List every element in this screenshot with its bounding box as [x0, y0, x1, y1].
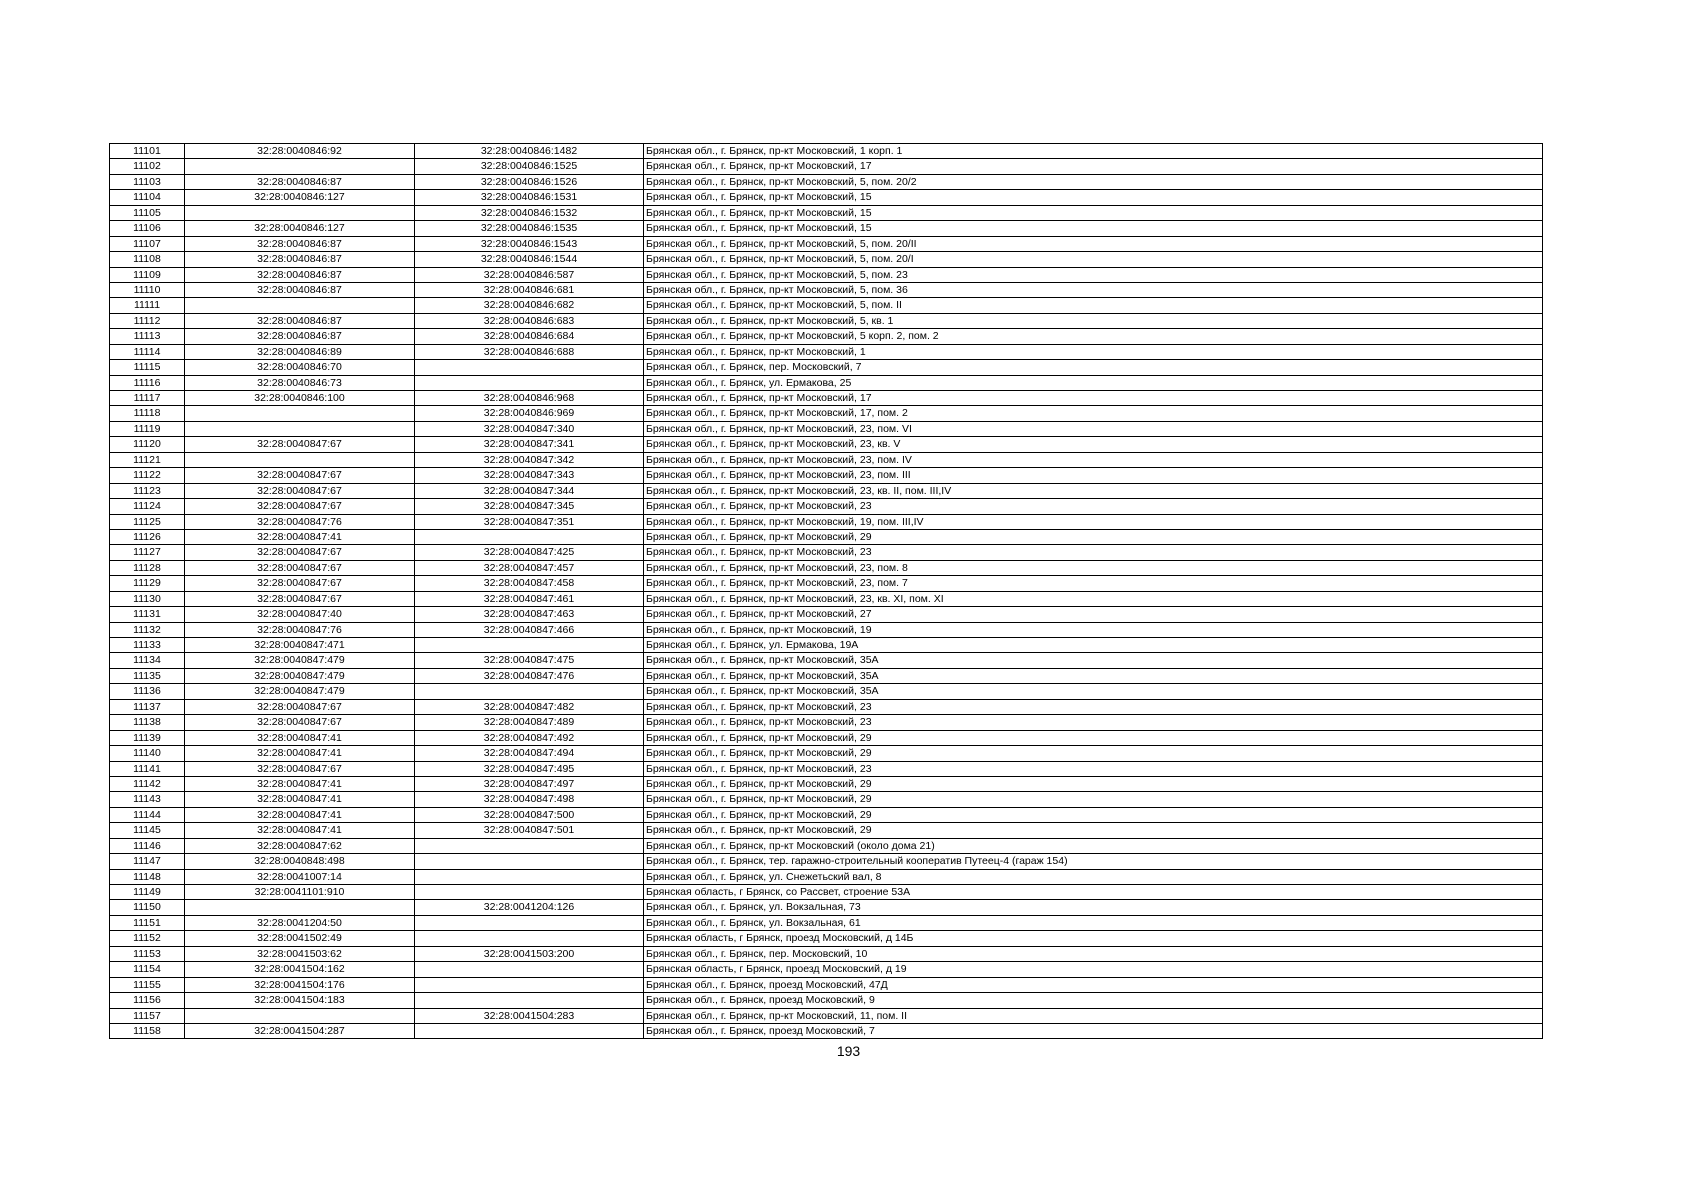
address-cell: Брянская обл., г. Брянск, проезд Московский, 9: [644, 993, 1543, 1008]
land-plot-cadastral-cell: [185, 406, 415, 421]
row-number-cell: 11142: [110, 776, 185, 791]
land-plot-cadastral-cell: 32:28:0040846:73: [185, 375, 415, 390]
land-plot-cadastral-cell: 32:28:0040848:498: [185, 854, 415, 869]
object-cadastral-cell: 32:28:0040847:466: [415, 622, 644, 637]
address-cell: Брянская обл., г. Брянск, пр-кт Московский, 23, кв. II, пом. III,IV: [644, 483, 1543, 498]
object-cadastral-cell: [415, 838, 644, 853]
row-number-cell: 11150: [110, 900, 185, 915]
table-row: [110, 468, 1543, 483]
row-number-cell: 11118: [110, 406, 185, 421]
row-number-cell: 11136: [110, 684, 185, 699]
row-number-cell: 11148: [110, 869, 185, 884]
address-cell: Брянская обл., г. Брянск, пр-кт Московский, 17: [644, 159, 1543, 174]
address-cell: Брянская обл., г. Брянск, пр-кт Московский, 15: [644, 190, 1543, 205]
address-cell: Брянская обл., г. Брянск, пр-кт Московский, 17: [644, 391, 1543, 406]
land-plot-cadastral-cell: 32:28:0041504:176: [185, 977, 415, 992]
land-plot-cadastral-cell: 32:28:0040846:89: [185, 344, 415, 359]
row-number-cell: 11156: [110, 993, 185, 1008]
table-row: [110, 406, 1543, 421]
object-cadastral-cell: [415, 869, 644, 884]
row-number-cell: 11141: [110, 761, 185, 776]
row-number-cell: 11135: [110, 668, 185, 683]
row-number-cell: 11102: [110, 159, 185, 174]
table-row: [110, 915, 1543, 930]
row-number-cell: 11112: [110, 313, 185, 328]
object-cadastral-cell: [415, 962, 644, 977]
address-cell: Брянская обл., г. Брянск, пр-кт Московский, 15: [644, 221, 1543, 236]
object-cadastral-cell: 32:28:0040847:341: [415, 437, 644, 452]
table-row: [110, 993, 1543, 1008]
address-cell: Брянская обл., г. Брянск, пр-кт Московский, 19: [644, 622, 1543, 637]
row-number-cell: 11107: [110, 236, 185, 251]
land-plot-cadastral-cell: 32:28:0040847:76: [185, 514, 415, 529]
row-number-cell: 11109: [110, 267, 185, 282]
land-plot-cadastral-cell: 32:28:0041007:14: [185, 869, 415, 884]
object-cadastral-cell: 32:28:0040846:1532: [415, 205, 644, 220]
object-cadastral-cell: [415, 375, 644, 390]
land-plot-cadastral-cell: 32:28:0040846:87: [185, 313, 415, 328]
table-row: [110, 375, 1543, 390]
table-row: [110, 900, 1543, 915]
land-plot-cadastral-cell: 32:28:0040847:67: [185, 560, 415, 575]
address-cell: Брянская обл., г. Брянск, пр-кт Московский, 5 корп. 2, пом. 2: [644, 329, 1543, 344]
address-cell: Брянская обл., г. Брянск, тер. гаражно-строительный кооператив Путеец-4 (гараж 154): [644, 854, 1543, 869]
table-row: [110, 144, 1543, 159]
object-cadastral-cell: 32:28:0040846:688: [415, 344, 644, 359]
object-cadastral-cell: [415, 529, 644, 544]
address-cell: Брянская обл., г. Брянск, пр-кт Московский, 23, пом. 7: [644, 576, 1543, 591]
land-plot-cadastral-cell: 32:28:0040846:87: [185, 267, 415, 282]
object-cadastral-cell: 32:28:0040846:683: [415, 313, 644, 328]
table-row: [110, 838, 1543, 853]
object-cadastral-cell: 32:28:0040847:495: [415, 761, 644, 776]
land-plot-cadastral-cell: 32:28:0041502:49: [185, 931, 415, 946]
address-cell: Брянская обл., г. Брянск, пр-кт Московский, 29: [644, 529, 1543, 544]
address-cell: Брянская обл., г. Брянск, пер. Московский, 7: [644, 360, 1543, 375]
table-row: [110, 823, 1543, 838]
table-row: [110, 236, 1543, 251]
object-cadastral-cell: 32:28:0041503:200: [415, 946, 644, 961]
table-row: [110, 514, 1543, 529]
table-row: [110, 437, 1543, 452]
row-number-cell: 11128: [110, 560, 185, 575]
address-cell: Брянская обл., г. Брянск, ул. Вокзальная, 61: [644, 915, 1543, 930]
address-cell: Брянская обл., г. Брянск, пр-кт Московский, 23, пом. IV: [644, 452, 1543, 467]
table-row: [110, 591, 1543, 606]
address-cell: Брянская обл., г. Брянск, пер. Московский, 10: [644, 946, 1543, 961]
row-number-cell: 11105: [110, 205, 185, 220]
object-cadastral-cell: 32:28:0040847:342: [415, 452, 644, 467]
table-row: [110, 653, 1543, 668]
land-plot-cadastral-cell: 32:28:0040847:41: [185, 776, 415, 791]
land-plot-cadastral-cell: 32:28:0040847:67: [185, 468, 415, 483]
address-cell: Брянская обл., г. Брянск, ул. Вокзальная, 73: [644, 900, 1543, 915]
table-row: [110, 730, 1543, 745]
land-plot-cadastral-cell: [185, 452, 415, 467]
land-plot-cadastral-cell: 32:28:0040847:67: [185, 591, 415, 606]
land-plot-cadastral-cell: 32:28:0040846:87: [185, 174, 415, 189]
land-plot-cadastral-cell: 32:28:0041504:162: [185, 962, 415, 977]
table-row: [110, 1023, 1543, 1038]
row-number-cell: 11113: [110, 329, 185, 344]
table-row: [110, 545, 1543, 560]
land-plot-cadastral-cell: 32:28:0040847:41: [185, 529, 415, 544]
address-cell: Брянская обл., г. Брянск, пр-кт Московский, 17, пом. 2: [644, 406, 1543, 421]
row-number-cell: 11134: [110, 653, 185, 668]
land-plot-cadastral-cell: [185, 159, 415, 174]
row-number-cell: 11121: [110, 452, 185, 467]
address-cell: Брянская обл., г. Брянск, пр-кт Московский, 23: [644, 699, 1543, 714]
address-cell: Брянская обл., г. Брянск, пр-кт Московский, 1: [644, 344, 1543, 359]
object-cadastral-cell: 32:28:0040846:1525: [415, 159, 644, 174]
address-cell: Брянская обл., г. Брянск, пр-кт Московский, 23, кв. V: [644, 437, 1543, 452]
row-number-cell: 11143: [110, 792, 185, 807]
table-row: [110, 792, 1543, 807]
row-number-cell: 11122: [110, 468, 185, 483]
land-plot-cadastral-cell: 32:28:0040847:76: [185, 622, 415, 637]
object-cadastral-cell: 32:28:0040846:1544: [415, 252, 644, 267]
object-cadastral-cell: 32:28:0040847:494: [415, 746, 644, 761]
land-plot-cadastral-cell: 32:28:0040847:67: [185, 699, 415, 714]
land-plot-cadastral-cell: 32:28:0040846:127: [185, 190, 415, 205]
row-number-cell: 11138: [110, 715, 185, 730]
row-number-cell: 11140: [110, 746, 185, 761]
land-plot-cadastral-cell: 32:28:0040847:471: [185, 638, 415, 653]
address-cell: Брянская обл., г. Брянск, пр-кт Московский, 5, пом. 23: [644, 267, 1543, 282]
table-row: [110, 298, 1543, 313]
object-cadastral-cell: 32:28:0040847:500: [415, 807, 644, 822]
object-cadastral-cell: 32:28:0040847:463: [415, 607, 644, 622]
table-row: [110, 452, 1543, 467]
address-cell: Брянская обл., г. Брянск, пр-кт Московский, 5, кв. 1: [644, 313, 1543, 328]
object-cadastral-cell: 32:28:0040847:475: [415, 653, 644, 668]
object-cadastral-cell: 32:28:0040846:1535: [415, 221, 644, 236]
row-number-cell: 11132: [110, 622, 185, 637]
object-cadastral-cell: 32:28:0040847:458: [415, 576, 644, 591]
row-number-cell: 11139: [110, 730, 185, 745]
land-plot-cadastral-cell: 32:28:0040847:67: [185, 576, 415, 591]
address-cell: Брянская обл., г. Брянск, пр-кт Московский, 23, пом. 8: [644, 560, 1543, 575]
address-cell: Брянская обл., г. Брянск, пр-кт Московский, 5, пом. 36: [644, 282, 1543, 297]
land-plot-cadastral-cell: 32:28:0040847:41: [185, 792, 415, 807]
row-number-cell: 11145: [110, 823, 185, 838]
land-plot-cadastral-cell: [185, 205, 415, 220]
address-cell: Брянская обл., г. Брянск, пр-кт Московский, 19, пом. III,IV: [644, 514, 1543, 529]
table-row: [110, 499, 1543, 514]
row-number-cell: 11114: [110, 344, 185, 359]
address-cell: Брянская обл., г. Брянск, пр-кт Московский, 29: [644, 730, 1543, 745]
object-cadastral-cell: [415, 993, 644, 1008]
address-cell: Брянская обл., г. Брянск, пр-кт Московский, 23, пом. VI: [644, 421, 1543, 436]
object-cadastral-cell: 32:28:0040846:968: [415, 391, 644, 406]
land-plot-cadastral-cell: 32:28:0040847:41: [185, 730, 415, 745]
object-cadastral-cell: 32:28:0040846:587: [415, 267, 644, 282]
row-number-cell: 11115: [110, 360, 185, 375]
land-plot-cadastral-cell: 32:28:0040846:87: [185, 252, 415, 267]
row-number-cell: 11149: [110, 885, 185, 900]
object-cadastral-cell: 32:28:0040846:1526: [415, 174, 644, 189]
row-number-cell: 11126: [110, 529, 185, 544]
row-number-cell: 11137: [110, 699, 185, 714]
table-row: [110, 190, 1543, 205]
address-cell: Брянская обл., г. Брянск, пр-кт Московский, 23: [644, 545, 1543, 560]
object-cadastral-cell: 32:28:0040846:1543: [415, 236, 644, 251]
object-cadastral-cell: [415, 360, 644, 375]
address-cell: Брянская обл., г. Брянск, пр-кт Московский, 5, пом. 20/II: [644, 236, 1543, 251]
object-cadastral-cell: 32:28:0040846:1482: [415, 144, 644, 159]
object-cadastral-cell: 32:28:0040847:501: [415, 823, 644, 838]
row-number-cell: 11130: [110, 591, 185, 606]
table-row: [110, 1008, 1543, 1023]
object-cadastral-cell: 32:28:0040846:1531: [415, 190, 644, 205]
land-plot-cadastral-cell: [185, 421, 415, 436]
address-cell: Брянская обл., г. Брянск, пр-кт Московский, 15: [644, 205, 1543, 220]
object-cadastral-cell: [415, 1023, 644, 1038]
object-cadastral-cell: 32:28:0041204:126: [415, 900, 644, 915]
table-row: [110, 807, 1543, 822]
table-row: [110, 560, 1543, 575]
row-number-cell: 11152: [110, 931, 185, 946]
address-cell: Брянская обл., г. Брянск, пр-кт Московский, 27: [644, 607, 1543, 622]
object-cadastral-cell: 32:28:0041504:283: [415, 1008, 644, 1023]
table-row: [110, 761, 1543, 776]
object-cadastral-cell: 32:28:0040847:345: [415, 499, 644, 514]
table-row: [110, 869, 1543, 884]
object-cadastral-cell: 32:28:0040847:340: [415, 421, 644, 436]
table-row: [110, 776, 1543, 791]
object-cadastral-cell: 32:28:0040847:498: [415, 792, 644, 807]
table-row: [110, 344, 1543, 359]
object-cadastral-cell: [415, 885, 644, 900]
object-cadastral-cell: 32:28:0040847:343: [415, 468, 644, 483]
row-number-cell: 11103: [110, 174, 185, 189]
object-cadastral-cell: [415, 915, 644, 930]
table-row: [110, 159, 1543, 174]
land-plot-cadastral-cell: 32:28:0040847:67: [185, 437, 415, 452]
address-cell: Брянская обл., г. Брянск, пр-кт Московский, 23: [644, 761, 1543, 776]
row-number-cell: 11117: [110, 391, 185, 406]
address-cell: Брянская обл., г. Брянск, пр-кт Московский, 5, пом. 20/2: [644, 174, 1543, 189]
land-plot-cadastral-cell: 32:28:0040846:70: [185, 360, 415, 375]
row-number-cell: 11106: [110, 221, 185, 236]
records-table-body: [110, 144, 1543, 1039]
address-cell: Брянская обл., г. Брянск, пр-кт Московский, 23, пом. III: [644, 468, 1543, 483]
row-number-cell: 11125: [110, 514, 185, 529]
table-row: [110, 205, 1543, 220]
table-row: [110, 529, 1543, 544]
land-plot-cadastral-cell: 32:28:0040846:127: [185, 221, 415, 236]
table-row: [110, 668, 1543, 683]
row-number-cell: 11147: [110, 854, 185, 869]
row-number-cell: 11123: [110, 483, 185, 498]
address-cell: Брянская обл., г. Брянск, проезд Московский, 7: [644, 1023, 1543, 1038]
land-plot-cadastral-cell: [185, 900, 415, 915]
land-plot-cadastral-cell: 32:28:0040846:87: [185, 236, 415, 251]
object-cadastral-cell: 32:28:0040847:457: [415, 560, 644, 575]
land-plot-cadastral-cell: 32:28:0040847:41: [185, 807, 415, 822]
table-row: [110, 746, 1543, 761]
address-cell: Брянская область, г Брянск, проезд Московский, д 19: [644, 962, 1543, 977]
land-plot-cadastral-cell: 32:28:0040847:67: [185, 545, 415, 560]
page-number: 193: [836, 1043, 861, 1059]
table-row: [110, 329, 1543, 344]
address-cell: Брянская обл., г. Брянск, пр-кт Московский, 1 корп. 1: [644, 144, 1543, 159]
object-cadastral-cell: [415, 931, 644, 946]
table-row: [110, 622, 1543, 637]
object-cadastral-cell: 32:28:0040847:344: [415, 483, 644, 498]
land-plot-cadastral-cell: 32:28:0040847:67: [185, 483, 415, 498]
row-number-cell: 11111: [110, 298, 185, 313]
object-cadastral-cell: 32:28:0040846:682: [415, 298, 644, 313]
object-cadastral-cell: [415, 638, 644, 653]
table-row: [110, 360, 1543, 375]
row-number-cell: 11151: [110, 915, 185, 930]
table-row: [110, 854, 1543, 869]
row-number-cell: 11157: [110, 1008, 185, 1023]
row-number-cell: 11154: [110, 962, 185, 977]
address-cell: Брянская обл., г. Брянск, пр-кт Московский, 11, пом. II: [644, 1008, 1543, 1023]
table-row: [110, 391, 1543, 406]
row-number-cell: 11153: [110, 946, 185, 961]
object-cadastral-cell: [415, 684, 644, 699]
object-cadastral-cell: 32:28:0040847:461: [415, 591, 644, 606]
row-number-cell: 11116: [110, 375, 185, 390]
land-plot-cadastral-cell: 32:28:0041504:287: [185, 1023, 415, 1038]
address-cell: Брянская обл., г. Брянск, пр-кт Московский, 35А: [644, 668, 1543, 683]
object-cadastral-cell: 32:28:0040847:497: [415, 776, 644, 791]
address-cell: Брянская область, г Брянск, со Рассвет, строение 53А: [644, 885, 1543, 900]
land-plot-cadastral-cell: 32:28:0040847:67: [185, 715, 415, 730]
object-cadastral-cell: 32:28:0040847:489: [415, 715, 644, 730]
table-row: [110, 483, 1543, 498]
row-number-cell: 11131: [110, 607, 185, 622]
row-number-cell: 11108: [110, 252, 185, 267]
row-number-cell: 11133: [110, 638, 185, 653]
table-row: [110, 421, 1543, 436]
table-row: [110, 607, 1543, 622]
object-cadastral-cell: 32:28:0040847:425: [415, 545, 644, 560]
land-plot-cadastral-cell: 32:28:0040847:67: [185, 761, 415, 776]
table-row: [110, 638, 1543, 653]
table-row: [110, 699, 1543, 714]
land-plot-cadastral-cell: 32:28:0041503:62: [185, 946, 415, 961]
address-cell: Брянская обл., г. Брянск, проезд Московский, 47Д: [644, 977, 1543, 992]
object-cadastral-cell: 32:28:0040847:482: [415, 699, 644, 714]
land-plot-cadastral-cell: 32:28:0041204:50: [185, 915, 415, 930]
address-cell: Брянская обл., г. Брянск, пр-кт Московский, 35А: [644, 684, 1543, 699]
land-plot-cadastral-cell: 32:28:0041101:910: [185, 885, 415, 900]
table-row: [110, 576, 1543, 591]
object-cadastral-cell: 32:28:0040846:969: [415, 406, 644, 421]
table-row: [110, 684, 1543, 699]
object-cadastral-cell: [415, 854, 644, 869]
table-row: [110, 313, 1543, 328]
address-cell: Брянская обл., г. Брянск, пр-кт Московский, 29: [644, 746, 1543, 761]
land-plot-cadastral-cell: 32:28:0040847:41: [185, 746, 415, 761]
table-row: [110, 977, 1543, 992]
row-number-cell: 11120: [110, 437, 185, 452]
table-row: [110, 174, 1543, 189]
land-plot-cadastral-cell: 32:28:0040846:87: [185, 329, 415, 344]
land-plot-cadastral-cell: 32:28:0040847:67: [185, 499, 415, 514]
row-number-cell: 11101: [110, 144, 185, 159]
address-cell: Брянская обл., г. Брянск, пр-кт Московский, 29: [644, 807, 1543, 822]
row-number-cell: 11144: [110, 807, 185, 822]
land-plot-cadastral-cell: 32:28:0040847:479: [185, 668, 415, 683]
object-cadastral-cell: 32:28:0040847:351: [415, 514, 644, 529]
land-plot-cadastral-cell: 32:28:0040847:479: [185, 653, 415, 668]
land-plot-cadastral-cell: 32:28:0040847:479: [185, 684, 415, 699]
land-plot-cadastral-cell: 32:28:0040847:41: [185, 823, 415, 838]
address-cell: Брянская обл., г. Брянск, пр-кт Московский, 35А: [644, 653, 1543, 668]
address-cell: Брянская область, г Брянск, проезд Московский, д 14Б: [644, 931, 1543, 946]
table-row: [110, 946, 1543, 961]
address-cell: Брянская обл., г. Брянск, пр-кт Московский, 5, пом. 20/I: [644, 252, 1543, 267]
address-cell: Брянская обл., г. Брянск, ул. Ермакова, 19А: [644, 638, 1543, 653]
row-number-cell: 11129: [110, 576, 185, 591]
address-cell: Брянская обл., г. Брянск, пр-кт Московский, 23, кв. XI, пом. XI: [644, 591, 1543, 606]
row-number-cell: 11104: [110, 190, 185, 205]
address-cell: Брянская обл., г. Брянск, пр-кт Московский, 29: [644, 823, 1543, 838]
row-number-cell: 11124: [110, 499, 185, 514]
table-row: [110, 221, 1543, 236]
land-plot-cadastral-cell: 32:28:0040846:92: [185, 144, 415, 159]
land-plot-cadastral-cell: [185, 1008, 415, 1023]
address-cell: Брянская обл., г. Брянск, ул. Ермакова, 25: [644, 375, 1543, 390]
object-cadastral-cell: 32:28:0040847:476: [415, 668, 644, 683]
address-cell: Брянская обл., г. Брянск, ул. Снежетьский вал, 8: [644, 869, 1543, 884]
object-cadastral-cell: 32:28:0040847:492: [415, 730, 644, 745]
object-cadastral-cell: 32:28:0040846:681: [415, 282, 644, 297]
object-cadastral-cell: 32:28:0040846:684: [415, 329, 644, 344]
address-cell: Брянская обл., г. Брянск, пр-кт Московский, 23: [644, 715, 1543, 730]
address-cell: Брянская обл., г. Брянск, пр-кт Московский, 29: [644, 776, 1543, 791]
land-plot-cadastral-cell: [185, 298, 415, 313]
land-plot-cadastral-cell: 32:28:0040847:40: [185, 607, 415, 622]
land-plot-cadastral-cell: 32:28:0041504:183: [185, 993, 415, 1008]
address-cell: Брянская обл., г. Брянск, пр-кт Московский, 23: [644, 499, 1543, 514]
table-row: [110, 252, 1543, 267]
land-plot-cadastral-cell: 32:28:0040846:87: [185, 282, 415, 297]
row-number-cell: 11146: [110, 838, 185, 853]
table-row: [110, 715, 1543, 730]
land-plot-cadastral-cell: 32:28:0040847:62: [185, 838, 415, 853]
land-plot-cadastral-cell: 32:28:0040846:100: [185, 391, 415, 406]
table-row: [110, 282, 1543, 297]
table-row: [110, 931, 1543, 946]
records-table: [109, 143, 1543, 1039]
table-row: [110, 267, 1543, 282]
row-number-cell: 11110: [110, 282, 185, 297]
row-number-cell: 11127: [110, 545, 185, 560]
row-number-cell: 11158: [110, 1023, 185, 1038]
address-cell: Брянская обл., г. Брянск, пр-кт Московский, 29: [644, 792, 1543, 807]
row-number-cell: 11155: [110, 977, 185, 992]
table-row: [110, 885, 1543, 900]
object-cadastral-cell: [415, 977, 644, 992]
address-cell: Брянская обл., г. Брянск, пр-кт Московский, 5, пом. II: [644, 298, 1543, 313]
table-row: [110, 962, 1543, 977]
row-number-cell: 11119: [110, 421, 185, 436]
address-cell: Брянская обл., г. Брянск, пр-кт Московский (около дома 21): [644, 838, 1543, 853]
